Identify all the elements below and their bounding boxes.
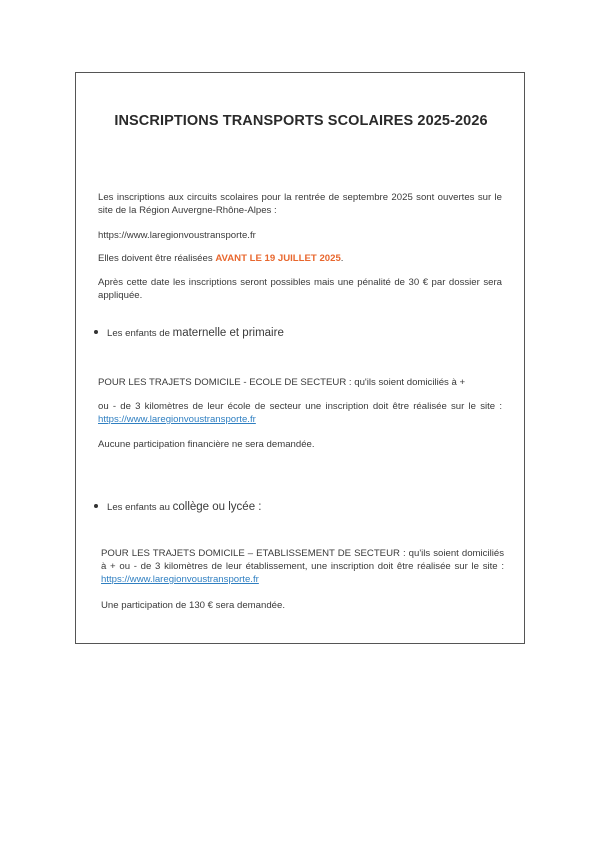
site-url[interactable]: https://www.laregionvoustransporte.fr [98,230,256,241]
bullet-primary-small: Les enfants de [107,328,170,339]
secondary-fee: Une participation de 130 € sera demandée. [101,600,286,611]
primary-no-fee: Aucune participation financière ne sera demandée. [98,439,315,450]
bullet-dot [94,504,98,508]
secondary-link[interactable]: https://www.laregionvoustransporte.fr [101,574,259,585]
primary-link[interactable]: https://www.laregionvoustransporte.fr [98,414,256,425]
deadline-prefix: Elles doivent être réalisées [98,253,213,264]
primary-line2-text: ou - de 3 kilomètres de leur école de secteur une inscription doit être réalisée sur le site : [98,401,502,412]
bullet-primary [94,327,284,339]
secondary-text [101,547,504,586]
primary-line1: POUR LES TRAJETS DOMICILE - ECOLE DE SECTEUR : qu'ils soient domiciliés à + [98,377,466,388]
intro-text: Les inscriptions aux circuits scolaires pour la rentrée de septembre 2025 sont ouvertes sur le site de la Région Auvergne-Rhône-Alpes : [98,192,502,216]
bullet-secondary [94,501,262,513]
notice-frame [75,72,525,644]
penalty-text: Après cette date les inscriptions seront possibles mais une pénalité de 30 € par dossier sera appliquée. [98,277,502,301]
primary-line2 [98,400,502,426]
deadline-suffix: . [340,253,344,264]
bullet-secondary-small: Les enfants au [107,502,170,513]
bullet-primary-big: maternelle et primaire [172,327,284,339]
page-title: INSCRIPTIONS TRANSPORTS SCOLAIRES 2025-2026 [114,113,488,129]
deadline-text [98,252,502,265]
deadline-highlight: AVANT LE 19 JUILLET 2025 [215,253,341,264]
bullet-dot [94,330,98,334]
secondary-text-body: POUR LES TRAJETS DOMICILE – ETABLISSEMENT DE SECTEUR : qu'ils soient domiciliés à + ou - de 3 kilomètres de leur établissement, une inscription doit être réalisée sur le site : [101,548,504,572]
bullet-secondary-big: collège ou lycée : [172,501,262,513]
